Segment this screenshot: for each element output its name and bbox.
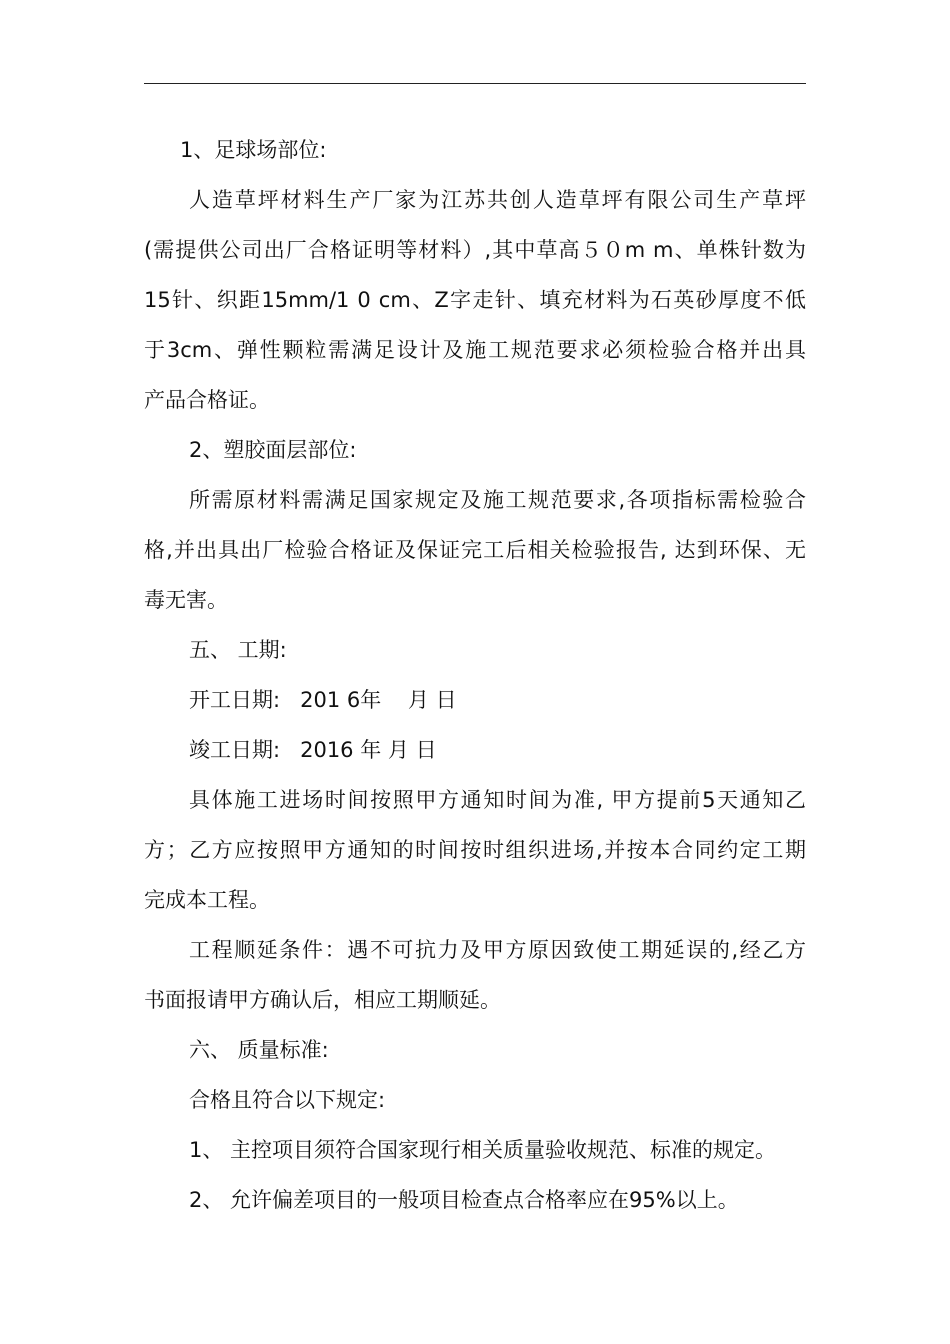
paragraph-line: 方；乙方应按照甲方通知的时间按时组织进场,并按本合同约定工期 [144, 838, 806, 862]
paragraph-line: 完成本工程。 [144, 888, 270, 912]
list-item: 2、 允许偏差项目的一般项目检查点合格率应在95%以上。 [189, 1188, 739, 1212]
paragraph-line: 产品合格证。 [144, 388, 270, 412]
paragraph-line: 具体施工进场时间按照甲方通知时间为准, 甲方提前5天通知乙 [189, 788, 806, 812]
paragraph-line: (需提供公司出厂合格证明等材料）,其中草高５０m m、单株针数为 [144, 238, 806, 262]
paragraph-line: 于3cm、弹性颗粒需满足设计及施工规范要求必须检验合格并出具 [144, 338, 806, 362]
completion-date-line: 竣工日期: 2016 年 月 日 [189, 738, 437, 762]
section-heading-plastic-surface: 2、塑胶面层部位: [189, 438, 357, 462]
paragraph-line: 工程顺延条件：遇不可抗力及甲方原因致使工期延误的,经乙方 [189, 938, 806, 962]
paragraph-line: 格,并出具出厂检验合格证及保证完工后相关检验报告, 达到环保、无 [144, 538, 806, 562]
paragraph-line: 15针、织距15mm/1 0 cm、Z字走针、填充材料为石英砂厚度不低 [144, 288, 806, 312]
section-heading-quality: 六、 质量标准: [189, 1038, 329, 1062]
paragraph-line: 书面报请甲方确认后，相应工期顺延。 [144, 988, 501, 1012]
document-body [144, 125, 806, 1225]
section-heading-schedule: 五、 工期: [189, 638, 287, 662]
section-heading-football-field: 1、足球场部位: [180, 138, 327, 162]
header-rule [144, 83, 806, 84]
start-date-line: 开工日期: 201 6年 月 日 [189, 688, 457, 712]
paragraph-line: 毒无害。 [144, 588, 228, 612]
paragraph-line: 人造草坪材料生产厂家为江苏共创人造草坪有限公司生产草坪 [189, 188, 806, 212]
paragraph-line: 合格且符合以下规定: [189, 1088, 386, 1112]
list-item: 1、 主控项目须符合国家现行相关质量验收规范、标准的规定。 [189, 1138, 777, 1162]
paragraph-line: 所需原材料需满足国家规定及施工规范要求,各项指标需检验合 [189, 488, 806, 512]
